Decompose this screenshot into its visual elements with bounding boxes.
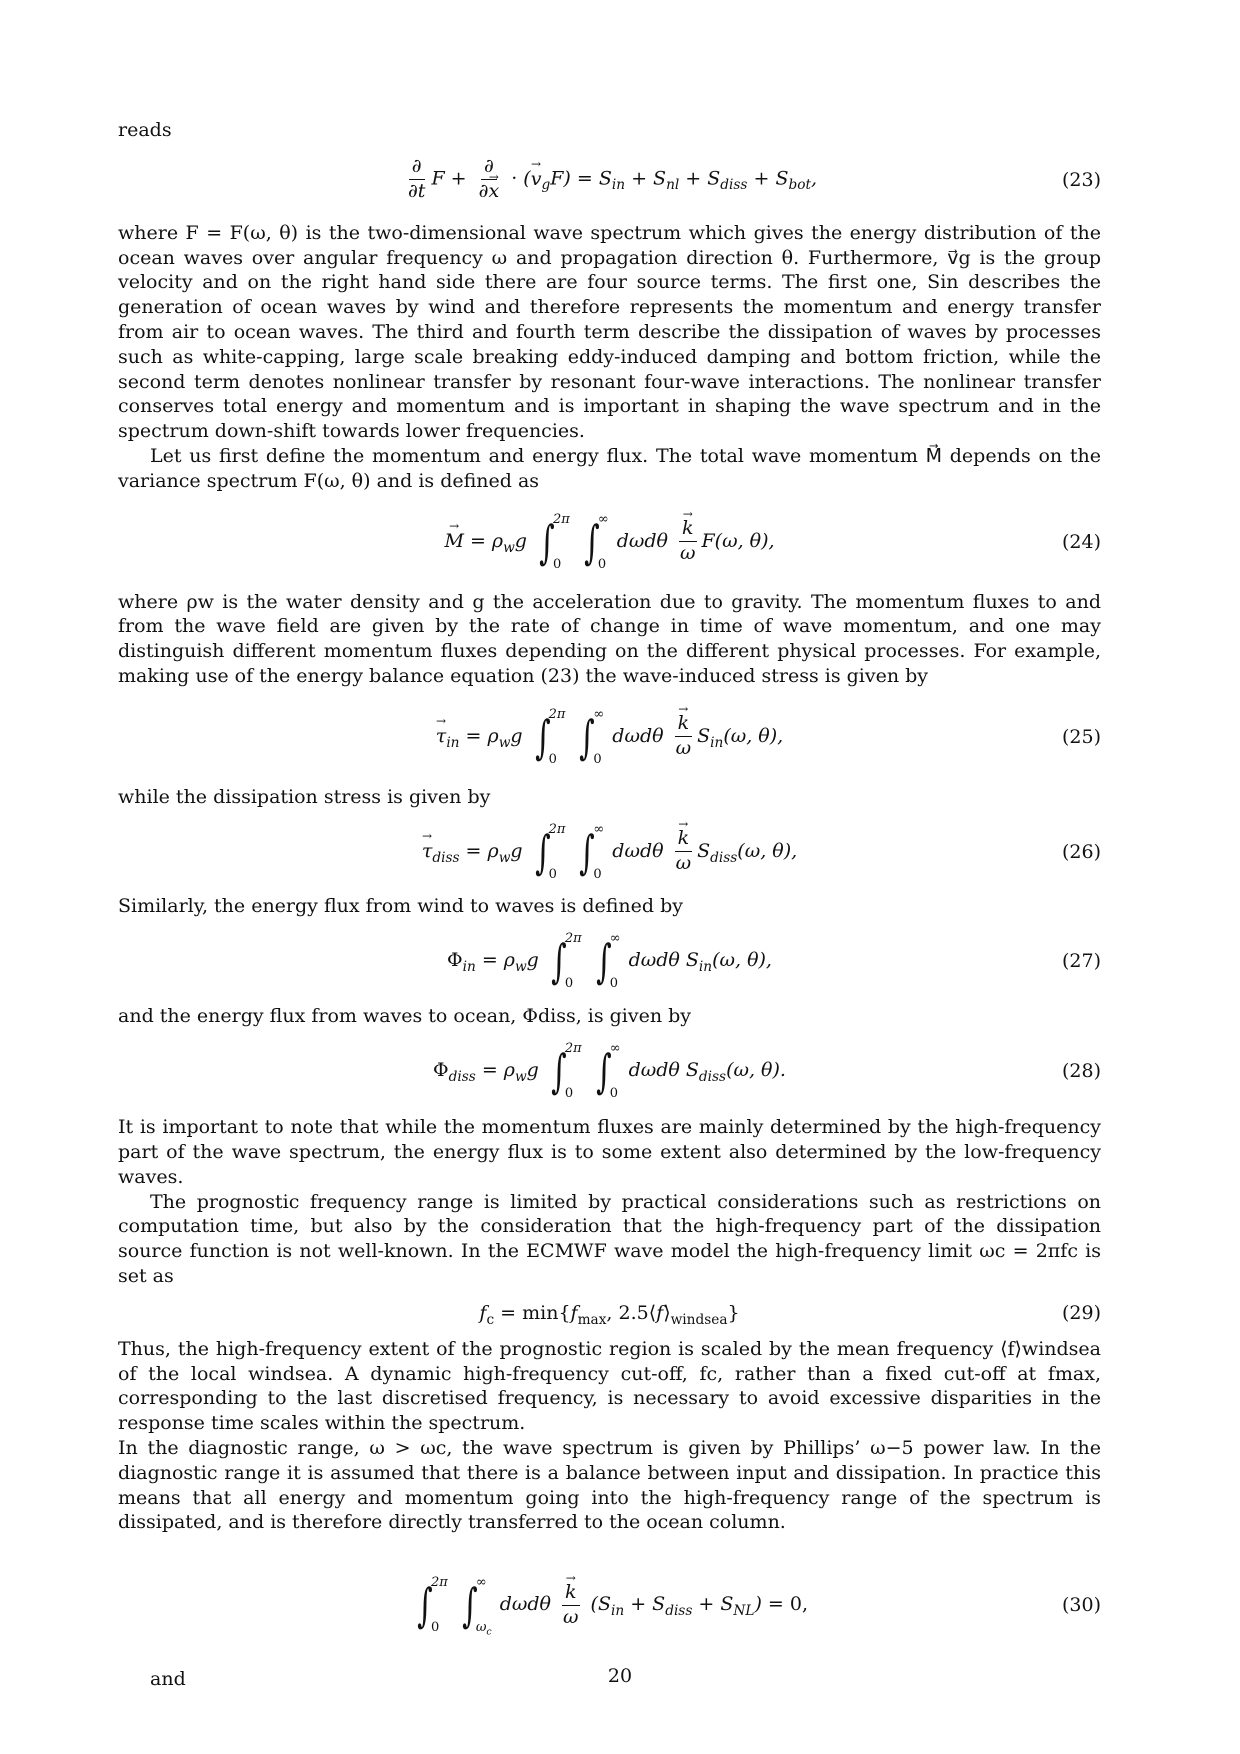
paragraph-momentum: Let us first define the momentum and energy flux. The total wave momentum M⃗ depends on the variance spectrum F(ω, θ) and is defined as	[118, 444, 1101, 492]
equation-25-body: → $\tau_{in} = \rho_wg$ ∫ 2π 0 ∫ ∞ 0 dωdθ → $\frac{k}{\omega}$ $S_{in}(\omega$, θ),	[436, 708, 783, 766]
document-page	[118, 118, 1101, 1692]
paragraph-and: and	[150, 1668, 186, 1691]
equation-24-body: → $M = \rho_wg$ ∫ 2π 0 ∫ ∞ 0 dωdθ → $\frac{k}{\omega}$ F(ω, θ),	[444, 513, 774, 571]
paragraph-thus: Thus, the high-frequency extent of the prognostic region is scaled by the mean frequency ⟨f⟩windsea of the local windsea. A dynamic high-frequency cut-off, fc, rather than a fixed cut-off at fmax, corresponding to the last discretised frequency, is necessary to avoid excessive disparities in the response time scales within the spectrum.	[118, 1337, 1101, 1435]
equation-28-number: (28)	[1061, 1060, 1101, 1083]
equation-28	[118, 1029, 1101, 1113]
equation-23-number: (23)	[1061, 168, 1101, 191]
page-number: 20	[607, 1665, 633, 1687]
equation-23	[118, 143, 1101, 217]
equation-26	[118, 810, 1101, 894]
paragraph-dissipation: while the dissipation stress is given by	[118, 785, 491, 808]
paragraph-prognostic: The prognostic frequency range is limited by practical considerations such as restrictions on computation time, but also by the consideration that the high-frequency part of the dissipation source function is not well-known. In the ECMWF wave model the high-frequency limit ωc = 2πfc is set as	[118, 1190, 1101, 1287]
equation-30-body: ∫ 2π 0 ∫ ∞ $\omega_c$ dωdθ → $\frac{k}{\omega}$ $(S_{in} + S_{diss} + S_{NL}) = 0$,	[411, 1576, 808, 1634]
paragraph-similarly: Similarly, the energy flux from wind to waves is defined by	[118, 894, 683, 917]
paragraph-after-eq24: where ρw is the water density and g the acceleration due to gravity. The momentum fluxes to and from the wave field are given by the rate of change in time of wave momentum, and one may distinguish different momentum fluxes depending on the different physical processes. For example, making use of the energy balance equation (23) the wave-induced stress is given by	[118, 590, 1101, 687]
equation-27-number: (27)	[1061, 950, 1101, 973]
equation-26-body: → $\tau_{diss} = \rho_wg$ ∫ 2π 0 ∫ ∞ 0 dωdθ → $\frac{k}{\omega}$ $S_{diss}(\omega$, θ),	[422, 823, 797, 881]
equation-29-body: $f_c = \min\{f_{max}$, $2.5⟨f⟩_{windsea}$}	[479, 1301, 740, 1328]
paragraph-after-eq23: where F = F(ω, θ) is the two-dimensional wave spectrum which gives the energy distribution of the ocean waves over angular frequency ω and propagation direction θ. Furthermore, v⃗g is the group velocity and on the right hand side there are four source terms. The first one, Sin describes the generation of ocean waves by wind and therefore represents the momentum and energy transfer from air to ocean waves. The third and fourth term describe the dissipation of waves by processes such as white-capping, large scale breaking eddy-induced damping and bottom friction, while the second term denotes nonlinear transfer by resonant four-wave interactions. The nonlinear transfer conserves total energy and momentum and is important in shaping the wave spectrum and in the spectrum down-shift towards lower frequencies.	[118, 221, 1101, 443]
equation-26-number: (26)	[1061, 840, 1101, 863]
paragraph-energy-flux: and the energy flux from waves to ocean, Φdiss, is given by	[118, 1005, 692, 1028]
equation-23-body: $\frac{\partial}{\partial t}$ F + $\frac{\partial}{\partial\to x}$ · (→ $v_gF) = S_{in} + S_{nl} + S_{diss} + S_{bot}$,	[402, 157, 817, 202]
equation-24	[118, 494, 1101, 590]
equation-29	[118, 1289, 1101, 1337]
equation-30	[118, 1547, 1101, 1663]
equation-28-body: $\Phi_{diss} = \rho_wg$ ∫ 2π 0 ∫ ∞ 0 dωdθ $S_{diss}(\omega$, θ).	[433, 1041, 786, 1102]
equation-29-number: (29)	[1061, 1301, 1101, 1324]
equation-24-number: (24)	[1061, 530, 1101, 553]
paragraph-diagnostic: In the diagnostic range, ω > ωc, the wave spectrum is given by Phillips’ ω−5 power law. In the diagnostic range it is assumed that there is a balance between input and dissipation. In practice this means that all energy and momentum going into the high-frequency range of the spectrum is dissipated, and is therefore directly transferred to the ocean column.	[118, 1436, 1101, 1534]
equation-27	[118, 918, 1101, 1004]
equation-25	[118, 689, 1101, 785]
paragraph-important: It is important to note that while the momentum fluxes are mainly determined by the high-frequency part of the wave spectrum, the energy flux is to some extent also determined by the low-frequency waves.	[118, 1116, 1101, 1188]
paragraph-reads: reads	[118, 119, 172, 141]
equation-25-number: (25)	[1061, 725, 1101, 748]
equation-27-body: $\Phi_{in} = \rho_wg$ ∫ 2π 0 ∫ ∞ 0 dωdθ $S_{in}(\omega$, θ),	[447, 931, 772, 992]
equation-30-number: (30)	[1061, 1594, 1101, 1617]
